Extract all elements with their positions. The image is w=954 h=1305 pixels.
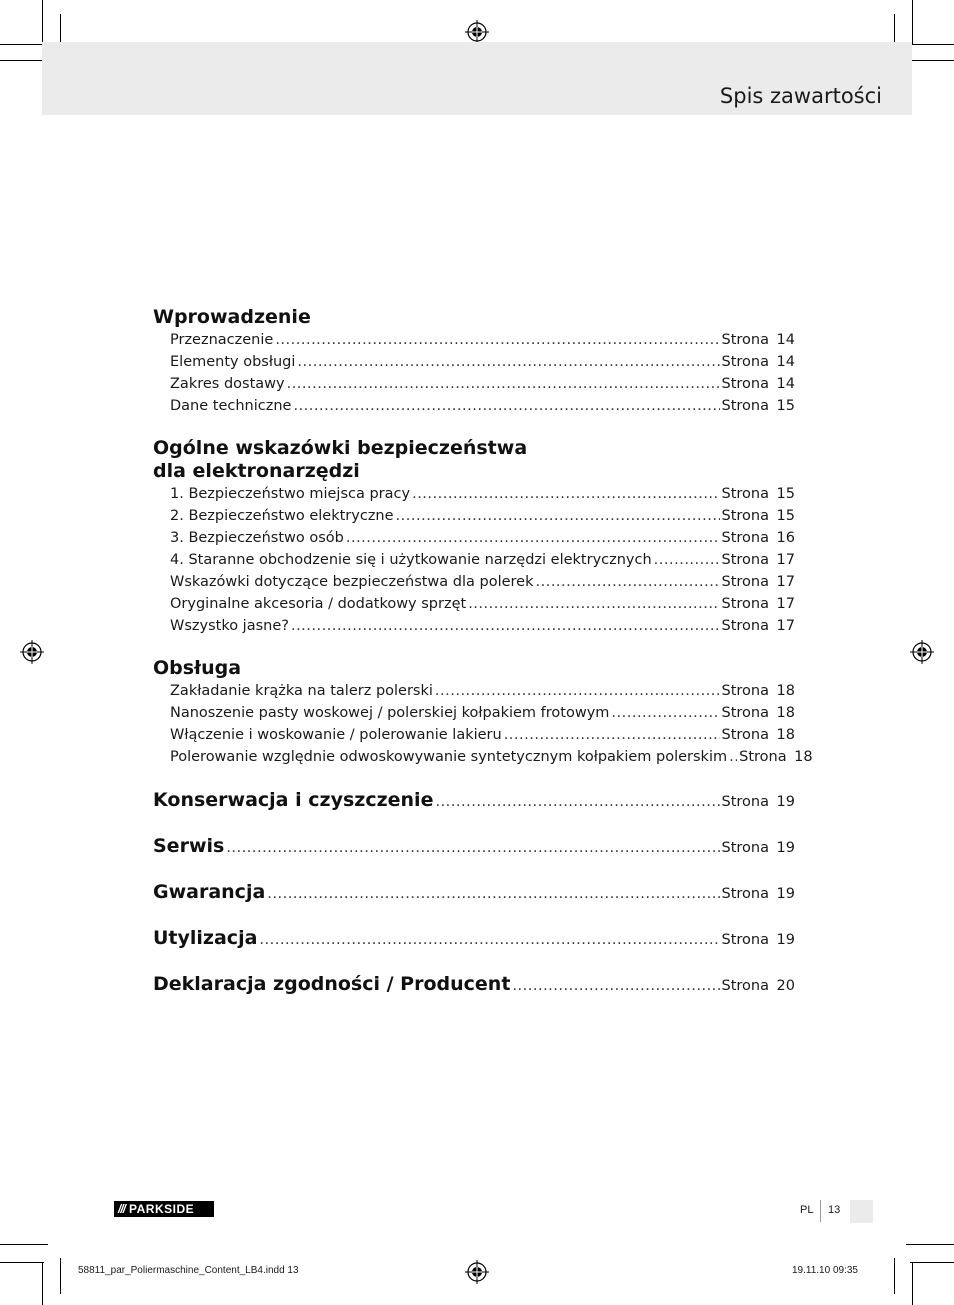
page-word: Strona xyxy=(721,486,769,502)
section-title: Ogólne wskazówki bezpieczeństwa xyxy=(153,437,528,459)
toc-entry[interactable] xyxy=(170,549,795,571)
entry-label: Włączenie i woskowanie / polerowanie lakieru xyxy=(170,727,502,743)
dot-leader xyxy=(435,790,719,814)
toc-entry[interactable] xyxy=(170,680,795,702)
entry-label: Konserwacja i czyszczenie xyxy=(153,789,434,811)
page-word: Strona xyxy=(721,727,769,743)
page-number: 18 xyxy=(776,683,795,699)
page-number: 14 xyxy=(776,354,795,370)
entry-label: 1. Bezpieczeństwo miejsca pracy xyxy=(170,486,411,502)
toc-entry-main[interactable] xyxy=(153,880,795,906)
entry-label: Wszystko jasne? xyxy=(170,618,289,634)
page-number: 19 xyxy=(776,932,795,948)
toc-entry[interactable] xyxy=(170,593,795,615)
entry-label: Oryginalne akcesoria / dodatkowy sprzęt xyxy=(170,596,467,612)
page-word: Strona xyxy=(721,508,769,524)
page-word: Strona xyxy=(739,749,787,765)
page-word: Strona xyxy=(721,552,769,568)
toc-entry[interactable] xyxy=(170,527,795,549)
page-word: Strona xyxy=(721,618,769,634)
toc-section xyxy=(153,306,795,417)
page-number: 20 xyxy=(776,978,795,994)
toc-entry-main[interactable] xyxy=(153,972,795,998)
page-word: Strona xyxy=(721,978,769,994)
toc-entry-main[interactable] xyxy=(153,788,795,814)
crop-mark xyxy=(60,1258,61,1294)
page-number: 15 xyxy=(776,398,795,414)
dot-leader xyxy=(512,974,719,998)
registration-mark-icon xyxy=(465,20,489,44)
page-number: 18 xyxy=(794,749,813,765)
page-word: Strona xyxy=(721,886,769,902)
dot-leader xyxy=(412,483,719,505)
entry-label: Deklaracja zgodności / Producent xyxy=(153,973,511,995)
dot-leader xyxy=(504,724,720,746)
toc-entry[interactable] xyxy=(170,373,795,395)
footer-box xyxy=(850,1200,873,1223)
toc-entry-main[interactable] xyxy=(153,926,795,952)
toc-entry[interactable] xyxy=(170,571,795,593)
crop-mark xyxy=(42,0,43,44)
dot-leader xyxy=(396,505,720,527)
crop-mark xyxy=(0,1244,48,1245)
dot-leader xyxy=(226,836,719,860)
logo-slashes: /// xyxy=(118,1202,126,1216)
slug-filename: 58811_par_Poliermaschine_Content_LB4.indd 13 xyxy=(78,1265,299,1276)
section-title: Obsługa xyxy=(153,657,242,679)
crop-mark xyxy=(910,1262,954,1263)
dot-leader xyxy=(259,928,719,952)
page-number: 14 xyxy=(776,332,795,348)
dot-leader xyxy=(297,351,719,373)
crop-mark xyxy=(906,60,954,61)
entry-label: Dane techniczne xyxy=(170,398,292,414)
page-number: 19 xyxy=(776,794,795,810)
crop-mark xyxy=(910,44,954,45)
registration-mark-icon xyxy=(465,1260,489,1284)
dot-leader xyxy=(293,395,719,417)
entry-label: Gwarancja xyxy=(153,881,266,903)
language-code: PL xyxy=(800,1204,814,1216)
page-word: Strona xyxy=(721,683,769,699)
page-word: Strona xyxy=(721,530,769,546)
entry-label: Wskazówki dotyczące bezpieczeństwa dla polerek xyxy=(170,574,534,590)
page-number: 15 xyxy=(776,486,795,502)
dot-leader xyxy=(291,615,720,637)
crop-mark xyxy=(912,0,913,44)
entry-label: Zakres dostawy xyxy=(170,376,285,392)
crop-mark xyxy=(0,1262,44,1263)
page-number: 18 xyxy=(776,727,795,743)
page-number: 16 xyxy=(776,530,795,546)
section-title: Wprowadzenie xyxy=(153,306,311,328)
entry-label: Nanoszenie pasty woskowej / polerskiej kołpakiem frotowym xyxy=(170,705,610,721)
dot-leader xyxy=(729,746,737,768)
toc-entry[interactable] xyxy=(170,702,795,724)
dot-leader xyxy=(611,702,719,724)
page-word: Strona xyxy=(721,376,769,392)
toc-entry[interactable] xyxy=(170,615,795,637)
crop-mark xyxy=(0,44,44,45)
page-word: Strona xyxy=(721,705,769,721)
toc-entry-main[interactable] xyxy=(153,834,795,860)
toc-section xyxy=(153,437,795,637)
dot-leader xyxy=(287,373,720,395)
entry-label: 4. Staranne obchodzenie się i użytkowanie narzędzi elektrycznych xyxy=(170,552,652,568)
entry-label: Serwis xyxy=(153,835,225,857)
dot-leader xyxy=(468,593,719,615)
page-number: 19 xyxy=(776,886,795,902)
dot-leader xyxy=(654,549,720,571)
crop-mark xyxy=(912,1262,913,1305)
crop-mark xyxy=(894,1258,895,1294)
page-word: Strona xyxy=(721,354,769,370)
parkside-logo xyxy=(114,1201,214,1217)
page-number: 17 xyxy=(776,596,795,612)
registration-mark-icon xyxy=(910,640,934,664)
page-number: 17 xyxy=(776,574,795,590)
section-title-line2: dla elektronarzędzi xyxy=(153,460,360,482)
crop-mark xyxy=(42,1262,43,1305)
toc-entry[interactable] xyxy=(170,351,795,373)
page-title: Spis zawartości xyxy=(719,84,882,108)
toc-entry[interactable] xyxy=(170,746,813,768)
registration-mark-icon xyxy=(20,640,44,664)
page-word: Strona xyxy=(721,840,769,856)
page-word: Strona xyxy=(721,332,769,348)
entry-label: 2. Bezpieczeństwo elektryczne xyxy=(170,508,394,524)
logo-text: PARKSIDE xyxy=(129,1202,195,1216)
page-word: Strona xyxy=(721,932,769,948)
toc-entry[interactable] xyxy=(170,329,795,351)
dot-leader xyxy=(435,680,720,702)
page-number: 18 xyxy=(776,705,795,721)
entry-label: Elementy obsługi xyxy=(170,354,296,370)
entry-label: Przeznaczenie xyxy=(170,332,274,348)
entry-label: Polerowanie względnie odwoskowywanie syntetycznym kołpakiem polerskim xyxy=(170,749,728,765)
page-number: 14 xyxy=(776,376,795,392)
toc-section xyxy=(153,657,813,768)
page-number: 17 xyxy=(776,618,795,634)
dot-leader xyxy=(346,527,720,549)
entry-label: Zakładanie krążka na talerz polerski xyxy=(170,683,433,699)
dot-leader xyxy=(275,329,719,351)
page-word: Strona xyxy=(721,574,769,590)
slug-date: 19.11.10 09:35 xyxy=(792,1265,858,1276)
toc-entry[interactable] xyxy=(170,395,795,417)
page-number: 15 xyxy=(776,508,795,524)
dot-leader xyxy=(536,571,720,593)
page-word: Strona xyxy=(721,794,769,810)
entry-label: 3. Bezpieczeństwo osób xyxy=(170,530,344,546)
crop-mark xyxy=(0,60,48,61)
toc-entry[interactable] xyxy=(170,724,795,746)
page-number: 17 xyxy=(776,552,795,568)
page-number-footer: 13 xyxy=(828,1204,841,1216)
footer-divider xyxy=(820,1200,821,1222)
toc-entry[interactable] xyxy=(170,505,795,527)
page-word: Strona xyxy=(721,398,769,414)
page-word: Strona xyxy=(721,596,769,612)
table-of-contents xyxy=(153,306,813,1018)
page-number: 19 xyxy=(776,840,795,856)
entry-label: Utylizacja xyxy=(153,927,258,949)
crop-mark xyxy=(906,1244,954,1245)
dot-leader xyxy=(267,882,719,906)
toc-entry[interactable] xyxy=(170,483,795,505)
